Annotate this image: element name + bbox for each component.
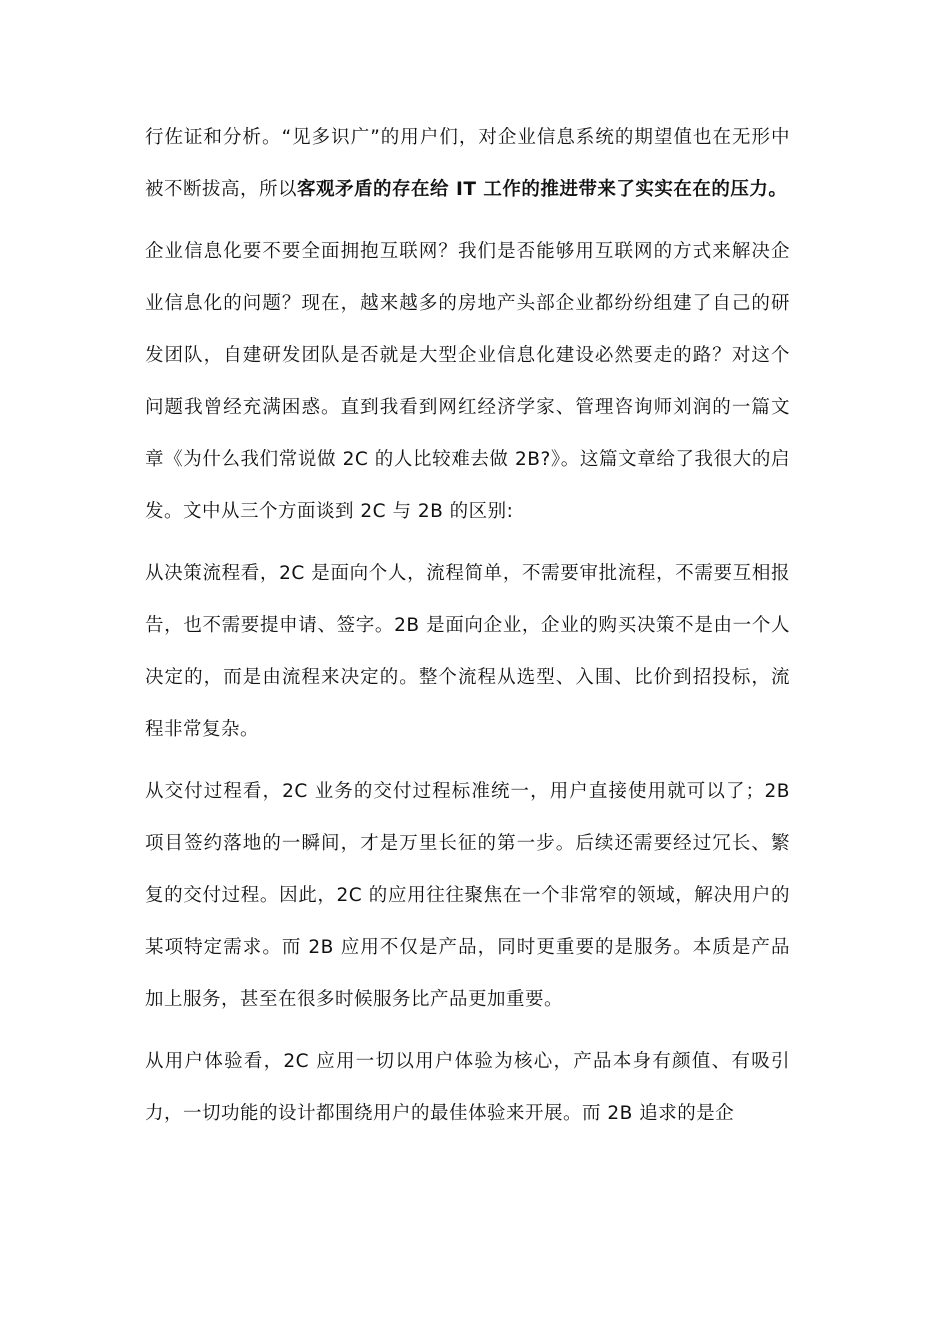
- paragraph-text: 从决策流程看，2C 是面向个人，流程简单，不需要审批流程，不需要互相报告，也不需要提申请、签字。2B 是面向企业，企业的购买决策不是由一个人决定的，而是由流程来决定的。整个流程从选型、入围、比价到招投标，流程非常复杂。: [145, 563, 790, 740]
- document-body: [145, 112, 790, 1150]
- paragraph-text: 从交付过程看，2C 业务的交付过程标准统一，用户直接使用就可以了；2B 项目签约落地的一瞬间，才是万里长征的第一步。后续还需要经过冗长、繁复的交付过程。因此，2C 的应用往往聚焦在一个非常窄的领域，解决用户的某项特定需求。而 2B 应用不仅是产品，同时更重要的是服务。本质是产品加上服务，甚至在很多时候服务比产品更加重要。: [145, 781, 790, 1010]
- paragraph-bold-text: 客观矛盾的存在给 IT 工作的推进带来了实实在在的压力。: [297, 179, 788, 200]
- paragraph-user-expectations: [145, 112, 790, 216]
- paragraph-decision-process: [145, 548, 790, 756]
- paragraph-text: 行佐证和分析。“见多识广”的用户们，对企业信息系统的期望值也在无形中被不断拔高，所以: [145, 127, 790, 200]
- paragraph-user-experience: [145, 1036, 790, 1140]
- paragraph-text: 企业信息化要不要全面拥抱互联网？我们是否能够用互联网的方式来解决企业信息化的问题？现在，越来越多的房地产头部企业都纷纷组建了自己的研发团队，自建研发团队是否就是大型企业信息化建设必然要走的路？对这个问题我曾经充满困惑。直到我看到网红经济学家、管理咨询师刘润的一篇文章《为什么我们常说做 2C 的人比较难去做 2B?》。这篇文章给了我很大的启发。文中从三个方面谈到 2C 与 2B 的区别:: [145, 241, 790, 522]
- paragraph-text: 从用户体验看，2C 应用一切以用户体验为核心，产品本身有颜值、有吸引力，一切功能的设计都围绕用户的最佳体验来开展。而 2B 追求的是企: [145, 1051, 790, 1124]
- paragraph-delivery-process: [145, 766, 790, 1026]
- paragraph-internet-question: [145, 226, 790, 538]
